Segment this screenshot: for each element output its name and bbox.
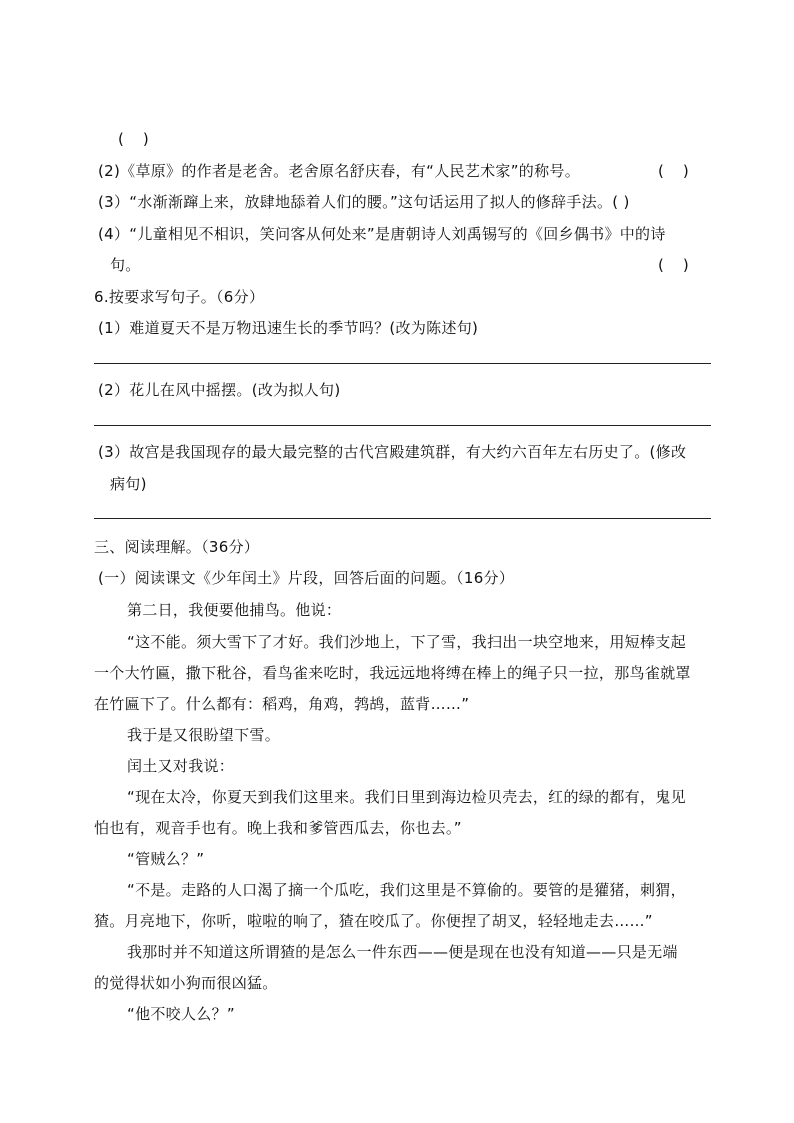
sentence-1-prompt: (1）难道夏天不是万物迅速生长的季节吗？(改为陈述句) [98, 319, 479, 337]
passage-paragraph: 第二日，我便要他捕鸟。他说： [127, 601, 342, 619]
passage-paragraph: “管贼么？” [127, 850, 205, 868]
passage-paragraph: “这不能。须大雪下了才好。我们沙地上，下了雪，我扫出一块空地来，用短棒支起 [127, 633, 686, 651]
answer-paren-1: ( ) [118, 130, 149, 148]
judgement-item-4-line2: 句。 [110, 256, 141, 274]
question-6-title: 6.按要求写句子。（6分） [94, 288, 265, 306]
answer-line-3[interactable] [94, 518, 711, 519]
judgement-item-2: (2)《草原》的作者是老舍。老舍原名舒庆春，有“人民艺术家”的称号。 [98, 162, 580, 180]
section-3-title: 三、阅读理解。（36分） [94, 538, 260, 556]
sentence-3-prompt-line2: 病句) [110, 475, 147, 493]
passage-line: 一个大竹匾，撒下秕谷，看鸟雀来吃时，我远远地将缚在棒上的绳子只一拉，那鸟雀就罩 [94, 664, 691, 682]
reading-part-1-title: (一）阅读课文《少年闰土》片段，回答后面的问题。（16分） [98, 569, 515, 587]
sentence-3-prompt-line1: (3）故宫是我国现存的最大最完整的古代宫殿建筑群，有大约六百年左右历史了。(修改 [98, 443, 687, 461]
passage-line: 在竹匾下了。什么都有：稻鸡，角鸡，鹁鸪，蓝背……” [94, 695, 470, 713]
answer-paren-4: ( ) [658, 256, 689, 274]
answer-line-2[interactable] [94, 425, 711, 426]
passage-line: 的觉得状如小狗而很凶猛。 [94, 974, 278, 992]
passage-paragraph: 闰土又对我说： [127, 757, 235, 775]
passage-line: 怕也有，观音手也有。晚上我和爹管西瓜去，你也去。” [94, 819, 462, 837]
answer-line-1[interactable] [94, 363, 711, 364]
passage-line: 猹。月亮地下，你听，啦啦的响了，猹在咬瓜了。你便捏了胡叉，轻轻地走去……” [94, 912, 653, 930]
answer-paren-2: ( ) [658, 162, 689, 180]
passage-paragraph: “现在太冷，你夏天到我们这里来。我们日里到海边检贝壳去，红的绿的都有，鬼见 [127, 788, 686, 806]
passage-paragraph: 我那时并不知道这所谓猹的是怎么一件东西——便是现在也没有知道——只是无端 [127, 943, 678, 961]
passage-paragraph: “他不咬人么？” [127, 1005, 235, 1023]
passage-paragraph: “不是。走路的人口渴了摘一个瓜吃，我们这里是不算偷的。要管的是獾猪，刺猬， [127, 881, 686, 899]
sentence-2-prompt: (2）花儿在风中摇摆。(改为拟人句) [98, 381, 341, 399]
passage-paragraph: 我于是又很盼望下雪。 [127, 726, 281, 744]
judgement-item-4-line1: (4）“儿童相见不相识，笑问客从何处来”是唐朝诗人刘禹锡写的《回乡偶书》中的诗 [98, 225, 666, 243]
judgement-item-3: (3）“水渐渐蹿上来，放肆地舔着人们的腰。”这句话运用了拟人的修辞手法。( ) [98, 193, 630, 211]
